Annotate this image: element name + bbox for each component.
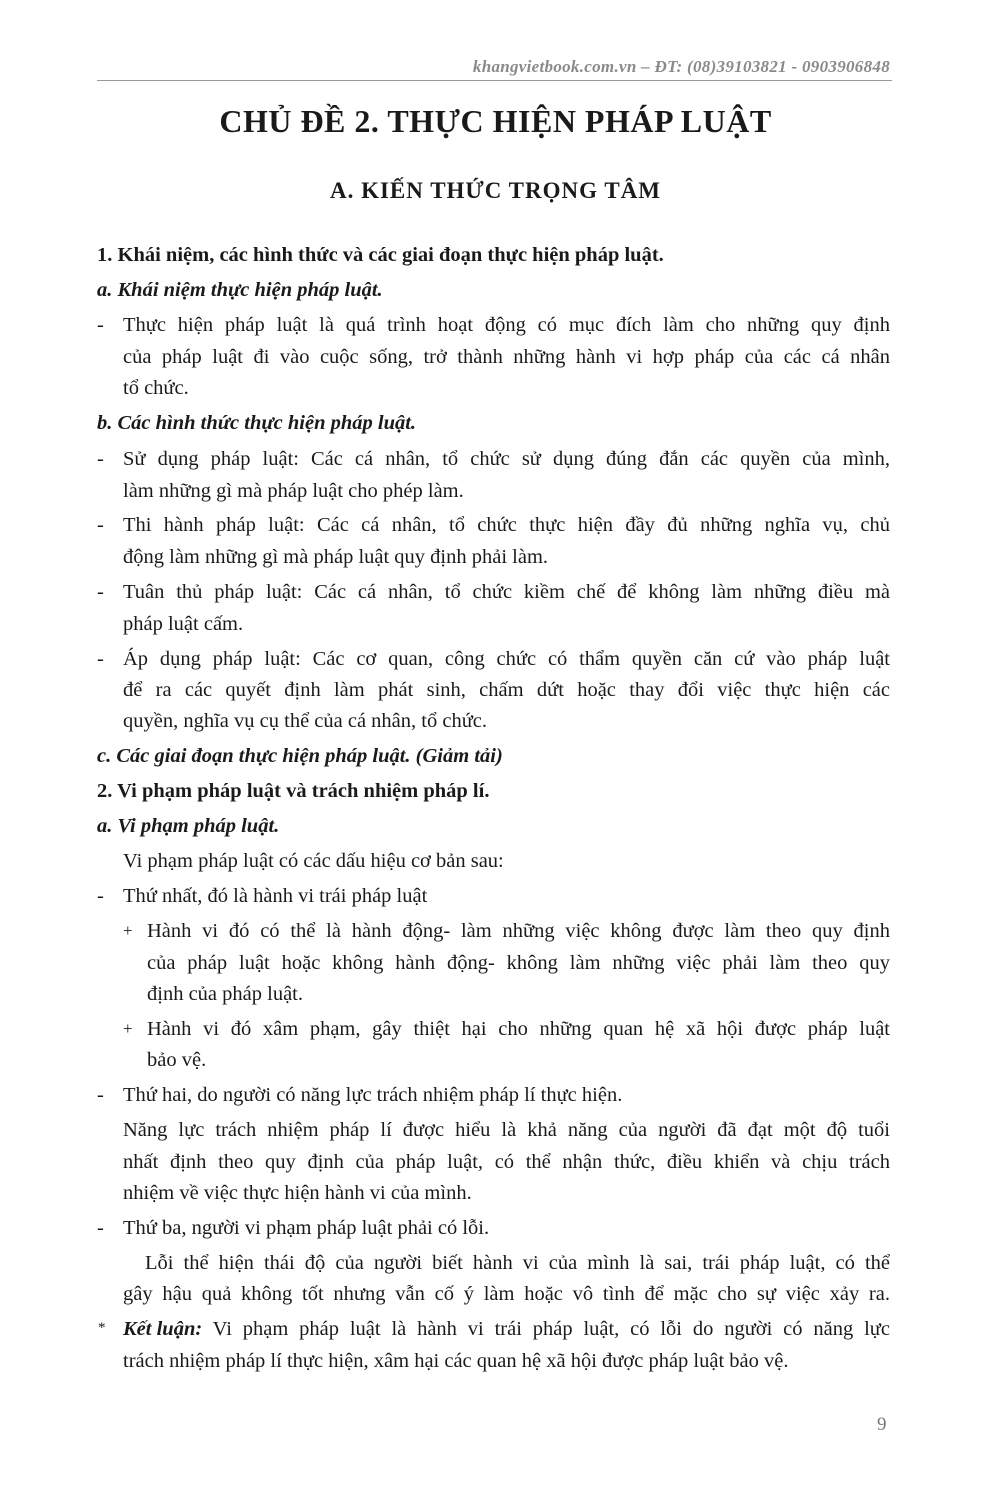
list-item-line: động làm những gì mà pháp luật quy định phải làm. xyxy=(123,546,549,568)
heading-2a: a. Vi phạm pháp luật. xyxy=(97,815,280,837)
paragraph-line: gây hậu quả không tốt nhưng vẫn cố ý làm hoặc vô tình để mặc cho sự việc xảy ra. xyxy=(123,1283,890,1305)
bullet-dash: - xyxy=(97,885,104,907)
conclusion-line: trách nhiệm pháp lí thực hiện, xâm hại các quan hệ xã hội được pháp luật bảo vệ. xyxy=(123,1350,789,1372)
conclusion-label: Kết luận: xyxy=(123,1318,203,1340)
paragraph-line: Vi phạm pháp luật có các dấu hiệu cơ bản sau: xyxy=(123,850,504,872)
heading-1b: b. Các hình thức thực hiện pháp luật. xyxy=(97,412,417,434)
paragraph-line: tổ chức. xyxy=(123,377,189,399)
list-item-line: để ra các quyết định làm phát sinh, chấm dứt hoặc thay đổi việc thực hiện các xyxy=(123,679,890,701)
header-website-phone: khangvietbook.com.vn – ĐT: (08)39103821 - 0903906848 xyxy=(472,57,890,76)
bullet-dash: - xyxy=(97,514,104,536)
paragraph-line: nhiệm về việc thực hiện hành vi của mình. xyxy=(123,1182,472,1204)
bullet-dash: - xyxy=(97,448,104,470)
page-number: 9 xyxy=(877,1414,887,1435)
sub-item-line: Hành vi đó có thể là hành động- làm những việc không được làm theo quy định xyxy=(147,920,890,942)
conclusion-text: Vi phạm pháp luật là hành vi trái pháp luật, có lỗi do người có năng lực xyxy=(202,1318,890,1340)
bullet-star: * xyxy=(98,1320,106,1336)
paragraph-line: Năng lực trách nhiệm pháp lí được hiểu là khả năng của người đã đạt một độ tuổi xyxy=(123,1119,890,1141)
list-item-line: Áp dụng pháp luật: Các cơ quan, công chức có thẩm quyền căn cứ vào pháp luật xyxy=(123,648,890,670)
list-item-line: Thứ ba, người vi phạm pháp luật phải có lỗi. xyxy=(123,1217,490,1239)
bullet-plus: + xyxy=(123,921,133,940)
paragraph-line: nhất định theo quy định của pháp luật, có thể nhận thức, điều khiển và chịu trách xyxy=(123,1151,890,1173)
heading-1: 1. Khái niệm, các hình thức và các giai đoạn thực hiện pháp luật. xyxy=(97,244,664,266)
list-item-line: Thi hành pháp luật: Các cá nhân, tổ chức thực hiện đầy đủ những nghĩa vụ, chủ xyxy=(123,514,890,536)
list-item-line: quyền, nghĩa vụ cụ thể của cá nhân, tổ chức. xyxy=(123,710,488,732)
heading-1a: a. Khái niệm thực hiện pháp luật. xyxy=(97,279,383,301)
heading-2: 2. Vi phạm pháp luật và trách nhiệm pháp lí. xyxy=(97,780,490,802)
list-item-line: pháp luật cấm. xyxy=(123,613,244,635)
bullet-dash: - xyxy=(97,314,104,336)
bullet-dash: - xyxy=(97,581,104,603)
bullet-plus: + xyxy=(123,1019,133,1038)
header-divider xyxy=(97,80,892,81)
heading-1c: c. Các giai đoạn thực hiện pháp luật. (Giảm tải) xyxy=(97,745,503,767)
list-item-line: Thứ hai, do người có năng lực trách nhiệm pháp lí thực hiện. xyxy=(123,1084,623,1106)
conclusion-line xyxy=(123,1317,890,1341)
list-item-line: Tuân thủ pháp luật: Các cá nhân, tổ chức kiềm chế để không làm những điều mà xyxy=(123,581,890,603)
paragraph-line: Thực hiện pháp luật là quá trình hoạt động có mục đích làm cho những quy định xyxy=(123,314,890,336)
bullet-dash: - xyxy=(97,1217,104,1239)
sub-item-line: bảo vệ. xyxy=(147,1049,207,1071)
sub-item-line: định của pháp luật. xyxy=(147,983,303,1005)
list-item-line: làm những gì mà pháp luật cho phép làm. xyxy=(123,480,464,502)
bullet-dash: - xyxy=(97,1084,104,1106)
sub-item-line: của pháp luật hoặc không hành động- không làm những việc phải làm theo quy xyxy=(147,952,890,974)
paragraph-line: của pháp luật đi vào cuộc sống, trở thành những hành vi hợp pháp của các cá nhân xyxy=(123,346,890,368)
sub-item-line: Hành vi đó xâm phạm, gây thiệt hại cho những quan hệ xã hội được pháp luật xyxy=(147,1018,890,1040)
bullet-dash: - xyxy=(97,648,104,670)
page-title: CHỦ ĐỀ 2. THỰC HIỆN PHÁP LUẬT xyxy=(219,103,772,139)
section-title: A. KIẾN THỨC TRỌNG TÂM xyxy=(329,178,662,203)
list-item-line: Thứ nhất, đó là hành vi trái pháp luật xyxy=(123,885,428,907)
list-item-line: Sử dụng pháp luật: Các cá nhân, tổ chức sử dụng đúng đắn các quyền của mình, xyxy=(123,448,890,470)
paragraph-line: Lỗi thể hiện thái độ của người biết hành vi của mình là sai, trái pháp luật, có thể xyxy=(145,1252,890,1274)
